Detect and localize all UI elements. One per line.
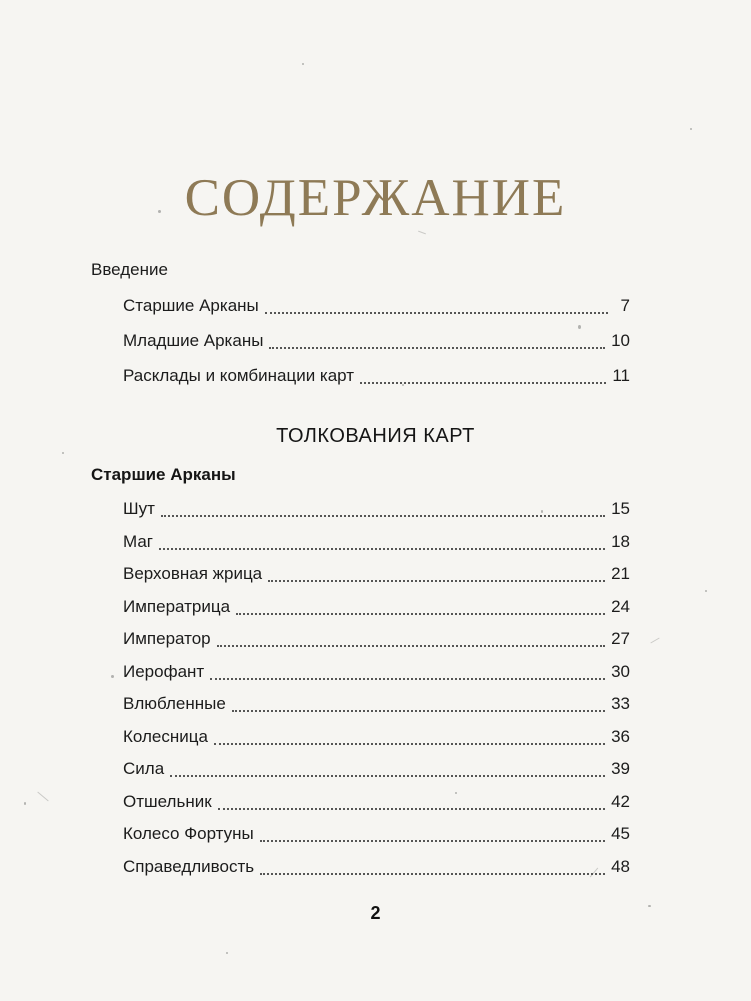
- dot-leader: [265, 312, 608, 314]
- paper-speck: [62, 452, 64, 454]
- toc-entry[interactable]: [123, 857, 630, 879]
- paper-speck: [226, 952, 228, 954]
- paper-speck: [705, 590, 707, 592]
- dot-leader: [260, 840, 605, 842]
- toc-entry[interactable]: [123, 331, 630, 353]
- dot-leader: [159, 548, 605, 550]
- toc-entry[interactable]: [123, 296, 630, 318]
- toc-entry-label: Младшие Арканы: [123, 331, 264, 350]
- toc-entry-label: Колесо Фортуны: [123, 824, 254, 843]
- dot-leader: [170, 775, 605, 777]
- toc-entry-label: Расклады и комбинации карт: [123, 366, 355, 385]
- toc-entry-label: Сила: [123, 759, 165, 778]
- page-number: 2: [370, 903, 381, 923]
- subsection-heading: Старшие Арканы: [91, 465, 236, 484]
- paper-speck: [24, 802, 26, 805]
- toc-entry-label: Маг: [123, 532, 154, 551]
- toc-entry[interactable]: [123, 499, 630, 521]
- intro-heading: Введение: [91, 260, 168, 279]
- page-title: СОДЕРЖАНИЕ: [184, 169, 567, 227]
- dot-leader: [161, 515, 605, 517]
- toc-entry[interactable]: [123, 532, 630, 554]
- toc-entry-page: 33: [611, 694, 630, 713]
- toc-entry-page: 10: [611, 331, 630, 350]
- paper-fiber: [37, 792, 48, 802]
- toc-entry-label: Император: [123, 629, 211, 648]
- toc-entry[interactable]: [123, 597, 630, 619]
- toc-entry-label: Старшие Арканы: [123, 296, 259, 315]
- dot-leader: [232, 710, 605, 712]
- toc-entry[interactable]: [123, 366, 630, 388]
- toc-entry[interactable]: [123, 824, 630, 846]
- toc-entry-page: 45: [611, 824, 630, 843]
- paper-speck: [111, 675, 114, 678]
- toc-entry[interactable]: [123, 694, 630, 716]
- paper-speck: [690, 128, 692, 130]
- toc-entry-page: 30: [611, 662, 630, 681]
- toc-entry-label: Иерофант: [123, 662, 205, 681]
- toc-entry[interactable]: [123, 662, 630, 684]
- toc-entry[interactable]: [123, 792, 630, 814]
- toc-entry-page: 27: [611, 629, 630, 648]
- section-heading: ТОЛКОВАНИЯ КАРТ: [276, 425, 475, 447]
- toc-entry-page: 39: [611, 759, 630, 778]
- toc-entry-label: Шут: [123, 499, 155, 518]
- toc-entry-label: Влюбленные: [123, 694, 226, 713]
- dot-leader: [360, 382, 606, 384]
- toc-entry[interactable]: [123, 564, 630, 586]
- toc-entry-label: Колесница: [123, 727, 208, 746]
- toc-entry-page: 42: [611, 792, 630, 811]
- toc-entry-page: 11: [612, 366, 630, 385]
- paper-speck: [302, 63, 304, 65]
- toc-entry-page: 18: [611, 532, 630, 551]
- dot-leader: [268, 580, 605, 582]
- paper-fiber: [418, 231, 426, 235]
- toc-entry-label: Справедливость: [123, 857, 255, 876]
- paper-fiber: [650, 638, 659, 644]
- toc-entry[interactable]: [123, 759, 630, 781]
- toc-entry-label: Императрица: [123, 597, 231, 616]
- toc-entry[interactable]: [123, 629, 630, 651]
- toc-entry-page: 36: [611, 727, 630, 746]
- dot-leader: [218, 808, 605, 810]
- paper-speck: [578, 325, 581, 329]
- dot-leader: [260, 873, 605, 875]
- toc-entry-page: 15: [611, 499, 630, 518]
- dot-leader: [269, 347, 605, 349]
- toc-entry-page: 7: [620, 296, 630, 315]
- toc-entry-page: 48: [611, 857, 630, 876]
- dot-leader: [236, 613, 605, 615]
- toc-entry-label: Отшельник: [123, 792, 212, 811]
- toc-entry-label: Верховная жрица: [123, 564, 263, 583]
- dot-leader: [210, 678, 605, 680]
- toc-entry[interactable]: [123, 727, 630, 749]
- dot-leader: [214, 743, 605, 745]
- dot-leader: [217, 645, 605, 647]
- toc-entry-page: 24: [611, 597, 630, 616]
- toc-entry-page: 21: [611, 564, 630, 583]
